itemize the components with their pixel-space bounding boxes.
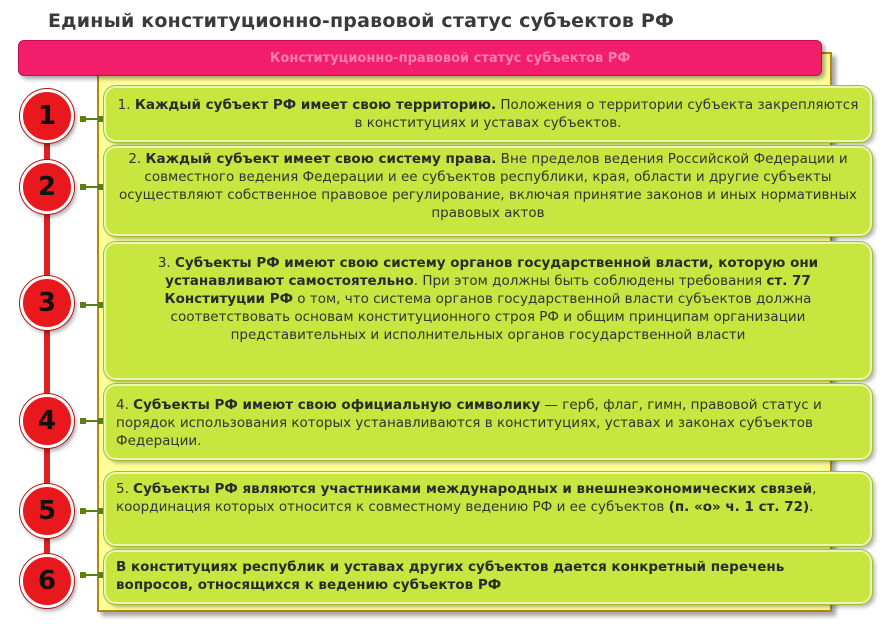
card-5-prefix: 5. xyxy=(116,481,134,497)
card-3-bold: Субъекты РФ имеют свою систему органов государственной власти, которую они устанавливают самостоятельно xyxy=(165,255,819,289)
number-circle-6: 6 xyxy=(20,554,74,608)
card-2-bold: Каждый субъект имеет свою систему права. xyxy=(145,151,497,167)
page-title: Единый конституционно-правовой статус субъектов РФ xyxy=(48,10,675,32)
card-1-text: Положения о территории субъекта закрепляются в конституциях и уставах субъектов. xyxy=(354,97,859,131)
card-4-prefix: 4. xyxy=(116,397,134,413)
statement-card-3 xyxy=(104,242,872,380)
connector-6 xyxy=(80,572,104,578)
card-3-text: . При этом должны быть соблюдены требования xyxy=(413,273,767,289)
card-2-prefix: 2. xyxy=(128,151,146,167)
statement-card-4 xyxy=(104,384,872,460)
connector-2 xyxy=(80,184,104,190)
card-3-bold-ref: ст. 77 Конституции РФ xyxy=(164,273,811,307)
number-circle-4: 4 xyxy=(20,394,74,448)
number-circle-1: 1 xyxy=(20,89,74,143)
card-5-bold-ref: (п. «о» ч. 1 ст. 72) xyxy=(668,499,810,515)
card-3-text-2: о том, что система органов государственной власти субъектов должна соответствовать основам конституционного строя РФ и общим принципам организации представительных и исполнительных органов государственной власти xyxy=(170,291,812,343)
number-circle-3: 3 xyxy=(20,276,74,330)
header-label: Конституционно-правовой статус субъектов РФ xyxy=(269,50,631,66)
connector-1 xyxy=(80,116,104,122)
header-bar xyxy=(18,40,822,76)
number-circle-5: 5 xyxy=(20,484,74,538)
number-circle-2: 2 xyxy=(20,160,74,214)
card-1-bold: Каждый субъект РФ имеет свою территорию. xyxy=(134,97,497,113)
card-2-text: Вне пределов ведения Российской Федерации и совместного ведения Федерации и ее субъектов республики, края, области и другие субъекты осуществляют собственное правовое регулирование, включая принятие законов и иных нормативных правовых актов xyxy=(119,151,857,221)
statement-card-5 xyxy=(104,472,872,546)
card-5-text-2: . xyxy=(809,499,814,515)
card-6-bold: В конституциях республик и уставах других субъектов дается конкретный перечень вопросов, относящихся к ведению субъектов РФ xyxy=(116,559,785,593)
card-4-bold: Субъекты РФ имеют свою официальную символику xyxy=(133,397,541,413)
card-5-bold: Субъекты РФ являются участниками международных и внешнеэкономических связей xyxy=(133,481,813,497)
connector-4 xyxy=(80,418,104,424)
statement-card-2 xyxy=(104,146,872,236)
card-5-text: , координация которых относится к совместному ведению РФ и ее субъектов xyxy=(116,481,817,515)
card-4-text: — герб, флаг, гимн, правовой статус и порядок использования которых устанавливаются в конституциях, уставах и законах субъектов Федерации. xyxy=(116,397,822,449)
connector-3 xyxy=(80,302,104,308)
statement-card-6 xyxy=(104,550,872,604)
card-1-prefix: 1. xyxy=(117,97,135,113)
connector-5 xyxy=(80,508,104,514)
card-3-prefix: 3. xyxy=(157,255,175,271)
statement-card-1 xyxy=(104,86,872,142)
